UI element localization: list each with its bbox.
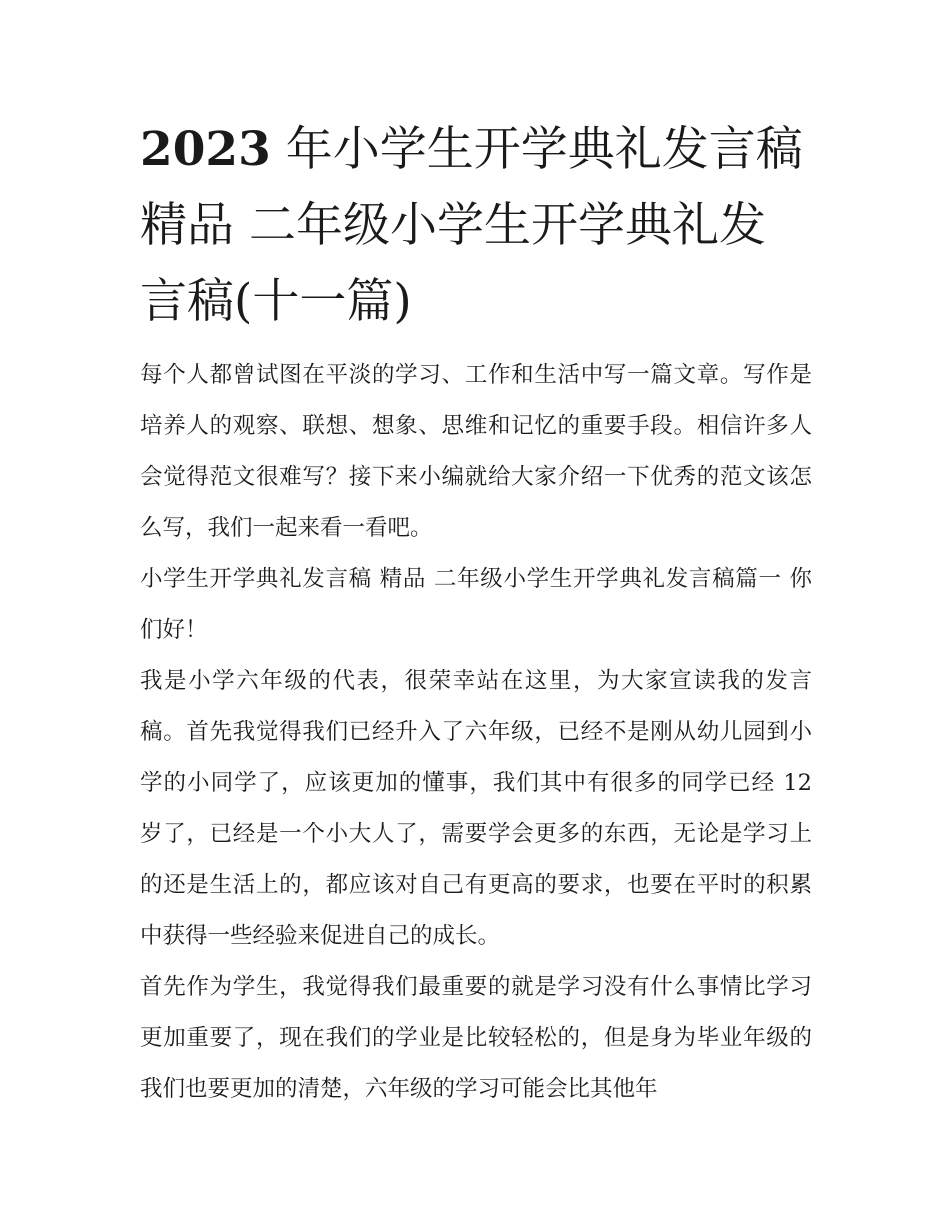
paragraph-heading: 小学生开学典礼发言稿 精品 二年级小学生开学典礼发言稿篇一 你们好！ [140, 566, 812, 643]
title-year: 2023 [140, 122, 271, 177]
paragraph-intro: 每个人都曾试图在平淡的学习、工作和生活中写一篇文章。写作是培养人的观察、联想、想象、思维和记忆的重要手段。相信许多人会觉得范文很难写？接下来小编就给大家介绍一下优秀的范文该怎么写，我们一起来看一看吧。 [140, 362, 812, 541]
paragraph-body-2: 首先作为学生，我觉得我们最重要的就是学习没有什么事情比学习更加重要了，现在我们的学业是比较轻松的，但是身为毕业年级的我们也要更加的清楚，六年级的学习可能会比其他年 [140, 974, 812, 1102]
document-title [140, 112, 812, 340]
document-page [140, 112, 812, 1115]
paragraph-body-1: 我是小学六年级的代表，很荣幸站在这里，为大家宣读我的发言稿。首先我觉得我们已经升入了六年级，已经不是刚从幼儿园到小学的小同学了，应该更加的懂事，我们其中有很多的同学已经 12 岁了，已经是一个小大人了，需要学会更多的东西，无论是学习上的还是生活上的，都应该对自己有更高的要求，也要在平时的积累中获得一些经验来促进自己的成长。 [140, 668, 812, 949]
title-text: 年小学生开学典礼发言稿精品 二年级小学生开学典礼发言稿(十一篇) [140, 122, 803, 329]
